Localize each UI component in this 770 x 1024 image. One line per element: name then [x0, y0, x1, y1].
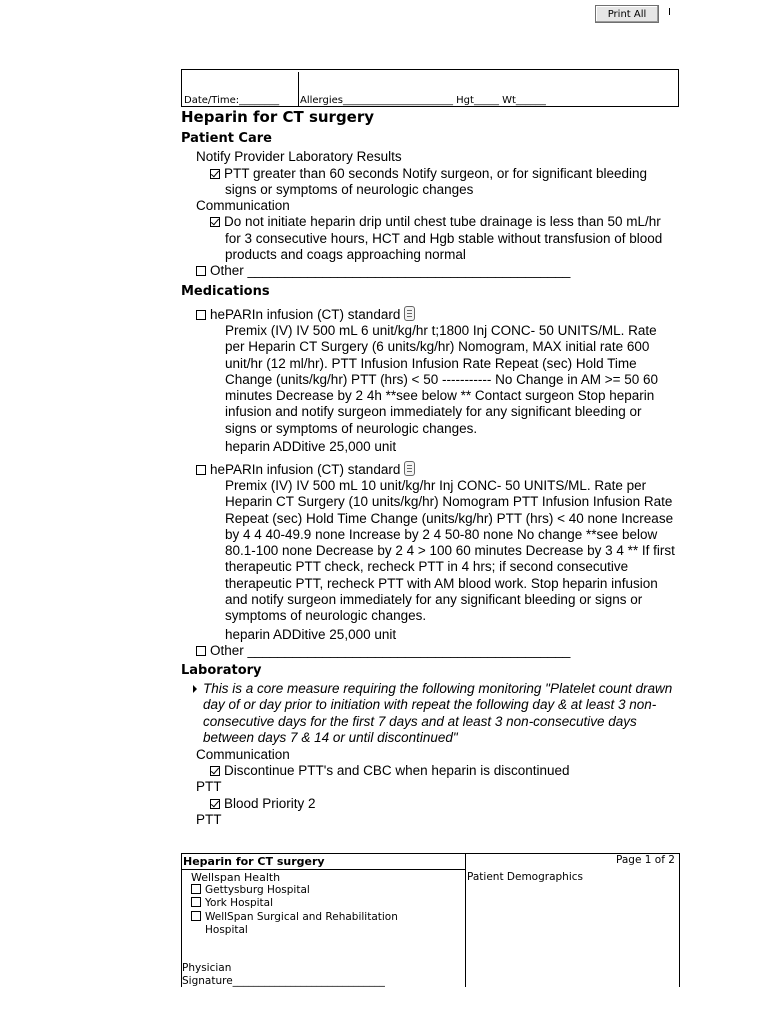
header-divider — [298, 72, 299, 106]
physician-label: Physician — [182, 962, 232, 974]
hospital-option-wellspan-surgical[interactable]: WellSpan Surgical and Rehabilitation — [191, 911, 398, 923]
heparin-order-1-additive: heparin ADDitive 25,000 unit — [225, 439, 397, 454]
heparin-drip-continuation-1: for 3 consecutive hours, HCT and Hgb stable without transfusion of blood — [225, 231, 663, 246]
checked-checkbox-icon[interactable] — [210, 799, 220, 809]
hospital-option-gettysburg[interactable]: Gettysburg Hospital — [191, 884, 310, 896]
order-set-title: Heparin for CT surgery — [181, 108, 375, 126]
allergies-height-weight-field[interactable]: Allergies______________________ Hgt_____ Wt______ — [300, 95, 546, 106]
unchecked-checkbox-icon[interactable] — [196, 310, 206, 320]
print-all-button[interactable]: Print All — [595, 5, 659, 23]
signature-field[interactable]: Signature_____________________________ — [182, 975, 385, 987]
page-number: Page 1 of 2 — [616, 854, 675, 866]
unchecked-checkbox-icon[interactable] — [191, 897, 201, 907]
ptt-label: PTT — [196, 779, 222, 794]
lab-communication-label: Communication — [196, 747, 290, 762]
unchecked-checkbox-icon[interactable] — [196, 266, 206, 276]
core-measure-note: This is a core measure requiring the following monitoring "Platelet count drawn day of or day prior to initiation with repeat the following day & at least 3 non-consecutive days for the first 7 days and at least 3 non-consecutive days between days 7 & 14 or until discontinued" — [203, 681, 673, 745]
ptt-notify-continuation: signs or symptoms of neurologic changes — [225, 182, 474, 197]
footer-title: Heparin for CT surgery — [183, 855, 325, 868]
prescription-icon — [404, 461, 415, 476]
date-time-field[interactable]: Date/Time:________ — [184, 95, 280, 106]
heparin-drip-continuation-2: products and coags approaching normal — [225, 247, 466, 262]
hospital-option-york[interactable]: York Hospital — [191, 897, 273, 909]
footer-divider — [465, 853, 466, 987]
hospital-option-continuation: Hospital — [205, 924, 248, 936]
heparin-order-1[interactable]: hePARIn infusion (CT) standard — [196, 306, 415, 323]
checked-checkbox-icon[interactable] — [210, 766, 220, 776]
heparin-order-2-additive: heparin ADDitive 25,000 unit — [225, 627, 397, 642]
patient-care-heading: Patient Care — [181, 131, 272, 146]
toolbar-separator — [669, 8, 670, 15]
heparin-order-2[interactable]: hePARIn infusion (CT) standard — [196, 461, 415, 478]
patient-demographics-label: Patient Demographics — [467, 871, 583, 883]
medications-other-item[interactable]: Other ___________________________________________ — [196, 643, 570, 659]
ptt-label-2: PTT — [196, 812, 222, 827]
heparin-order-1-details: Premix (IV) IV 500 mL 6 unit/kg/hr t;1800 Inj CONC- 50 UNITS/ML. Rate per Heparin CT Surgery (6 units/kg/hr) Nomogram, MAX initial rate 600 unit/hr (12 ml/hr). PTT Infusion Infusion Rate Repeat (sec) Hold Time Change (units/kg/hr) PTT (hrs) < 50 ----------- No Change in AM >= 50 60 minutes Decrease by 2 4h **see below ** Contact surgeon Stop heparin infusion and notify surgeon immediately for any significant bleeding or signs or symptoms of neurologic changes. — [225, 323, 659, 436]
patient-header-box — [181, 69, 679, 107]
checked-checkbox-icon[interactable] — [210, 217, 220, 227]
footer-right-border — [679, 853, 680, 987]
organization-name: Wellspan Health — [191, 871, 281, 884]
heparin-drip-item[interactable]: Do not initiate heparin drip until chest tube drainage is less than 50 mL/hr — [210, 214, 661, 230]
patient-care-other-item[interactable]: Other ___________________________________________ — [196, 263, 570, 279]
blood-priority-item[interactable]: Blood Priority 2 — [210, 796, 316, 812]
communication-label: Communication — [196, 198, 290, 213]
notify-provider-label: Notify Provider Laboratory Results — [196, 149, 402, 164]
discontinue-ptt-item[interactable]: Discontinue PTT's and CBC when heparin is discontinued — [210, 763, 570, 779]
unchecked-checkbox-icon[interactable] — [191, 884, 201, 894]
footer-title-underline — [181, 869, 465, 870]
prescription-icon — [404, 306, 415, 321]
laboratory-heading: Laboratory — [181, 663, 262, 678]
checked-checkbox-icon[interactable] — [210, 169, 220, 179]
unchecked-checkbox-icon[interactable] — [196, 465, 206, 475]
unchecked-checkbox-icon[interactable] — [196, 646, 206, 656]
medications-heading: Medications — [181, 284, 270, 299]
ptt-notify-item[interactable]: PTT greater than 60 seconds Notify surgeon, or for significant bleeding — [210, 166, 647, 182]
unchecked-checkbox-icon[interactable] — [191, 911, 201, 921]
heparin-order-2-details: Premix (IV) IV 500 mL 10 unit/kg/hr Inj CONC- 50 UNITS/ML. Rate per Heparin CT Surgery (10 units/kg/hr) Nomogram PTT Infusion Infusion Rate Repeat (sec) Hold Time Change (units/kg/hr) PTT (hrs) < 40 none Increase by 4 4 40-49.9 none Increase by 2 4 50-80 none No change **see below 80.1-100 none Decrease by 2 4 > 100 60 minutes Decrease by 3 4 ** If first therapeutic PTT check, recheck PTT in 4 hrs; if second consecutive therapeutic PTT, recheck PTT with AM blood work. Stop heparin infusion and notify surgeon immediately for any significant bleeding or signs or symptoms of neurologic changes. — [225, 478, 675, 624]
